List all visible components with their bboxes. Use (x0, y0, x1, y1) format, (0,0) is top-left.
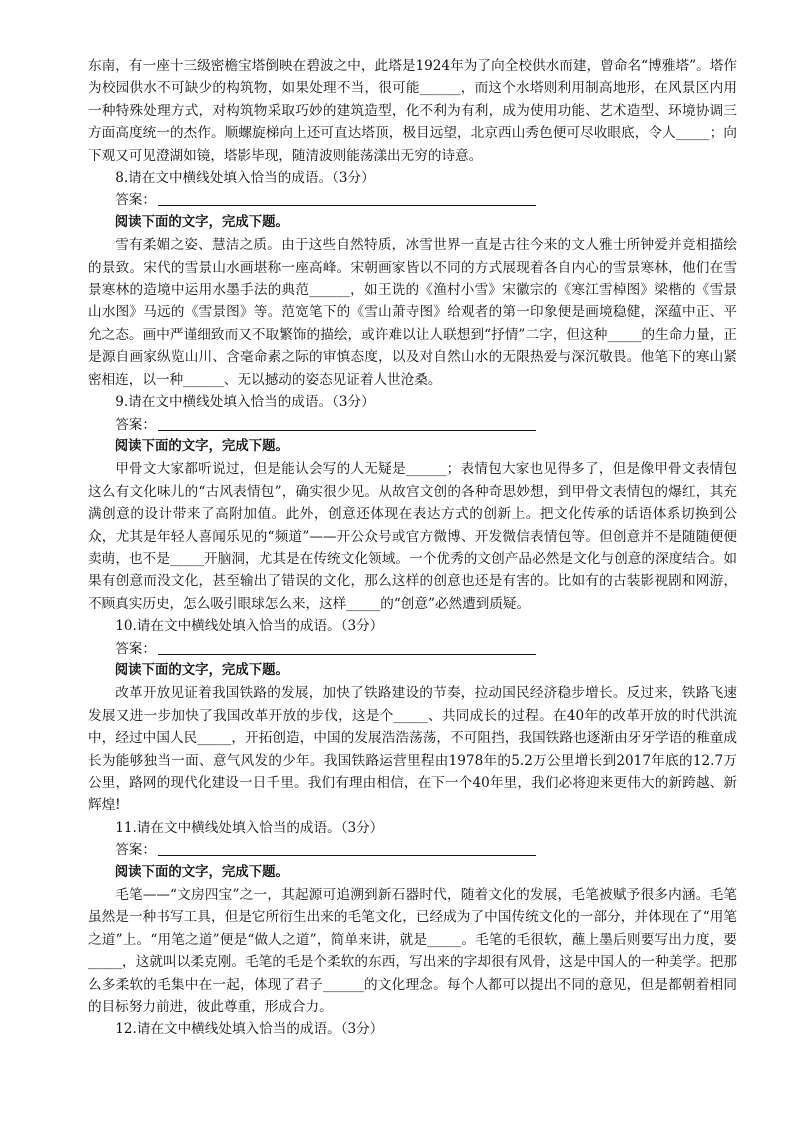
section-heading: 阅读下面的文字，完成下题。 (114, 214, 289, 230)
passage-11: 改革开放见证着我国铁路的发展，加快了铁路建设的节奏，拉动国民经济稳步增长。反过来，铁路飞速发展又进一步加快了我国改革开放的步伐，这是个_____、共同成长的过程。在40年的改革开放的时代洪流中，经过中国人民_____，开拓创造，中国的发展浩浩荡荡，不可阻挡，我国铁路也逐渐由牙牙学语的稚童成长为能够独当一面、意气风发的少年。我国铁路运营里程由1978年的5.2万公里增长到2017年底的12.7万公里，路网的现代化建设一日千里。我们有理由相信，在下一个40年里，我们必将迎来更伟大的新跨越、新辉煌! (88, 685, 737, 814)
answer-label: 答案： (115, 416, 156, 433)
question-11: 11.请在文中横线处填入恰当的成语。（3分） (115, 819, 384, 836)
answer-9 (88, 414, 737, 436)
answer-label: 答案： (115, 842, 156, 859)
answer-label: 答案： (115, 192, 156, 209)
answer-8-line[interactable] (158, 190, 536, 206)
passage-10: 甲骨文大家都听说过，但是能认会写的人无疑是______；表情包大家也见得多了，但是像甲骨文表情包这么有文化味儿的“古风表情包”，确实很少见。从故宫文创的各种奇思妙想，到甲骨文表情包的爆红，其充满创意的设计带来了高附加值。此外，创意还体现在表达方式的创新上。把文化传承的话语体系切换到公众，尤其是年轻人喜闻乐见的“频道”——开公众号或官方微博、开发微信表情包等。但创意并不是随随便便卖萌，也不是_____开脑洞，尤其是在传统文化领域。一个优秀的文创产品必然是文化与创意的深度结合。如果有创意而没文化，甚至输出了错误的文化，那么这样的创意也还是有害的。比如有的古装影视剧和网游，不顾真实历史，怎么吸引眼球怎么来，这样_____的“创意”必然遭到质疑。 (88, 461, 737, 612)
section-heading: 阅读下面的文字，完成下题。 (114, 662, 289, 678)
answer-10-line[interactable] (158, 639, 536, 655)
passage-12: 毛笔——“文房四宝”之一，其起源可追溯到新石器时代，随着文化的发展，毛笔被赋予很多内涵。毛笔虽然是一种书写工具，但是它所衍生出来的毛笔文化，已经成为了中国传统文化的一部分，并体现在了“用笔之道”上。“用笔之道”便是“做人之道”，简单来讲，就是_____。毛笔的毛很软，蘸上墨后则要写出力度，要_____，这就叫以柔克刚。毛笔的毛是个柔软的东西，写出来的字却很有风骨，这是中国人的一种美学。把那么多柔软的毛集中在一起，体现了君子______的文化理念。每个人都可以提出不同的意见，但是都朝着相同的目标努力前进，彼此尊重，形成合力。 (88, 887, 737, 1016)
question-8: 8.请在文中横线处填入恰当的成语。（3分） (115, 170, 375, 187)
answer-11-line[interactable] (158, 840, 536, 856)
passage-8: 东南，有一座十三级密檐宝塔倒映在碧波之中，此塔是1924年为了向全校供水而建，曾命名“博雅塔”。塔作为校园供水不可缺少的构筑物，如果处理不当，很可能______，而这个水塔则利用制高地形，在风景区内用一种特殊处理方式，对构筑物采取巧妙的建筑造型，化不利为有利，成为使用功能、艺术造型、环境协调三方面高度统一的杰作。顺螺旋梯向上还可直达塔顶，极目远望，北京西山秀色便可尽收眼底，令人_____；向下观又可见澄湖如镜，塔影毕现，随清波则能荡漾出无穷的诗意。 (88, 58, 737, 164)
answer-9-line[interactable] (158, 415, 536, 431)
section-heading: 阅读下面的文字，完成下题。 (114, 864, 289, 880)
question-12: 12.请在文中横线处填入恰当的成语。（3分） (115, 1021, 384, 1038)
answer-11 (88, 839, 737, 861)
question-9: 9.请在文中横线处填入恰当的成语。（3分） (115, 394, 375, 411)
passage-9: 雪有柔媚之姿、慧洁之质。由于这些自然特质，冰雪世界一直是古往今来的文人雅士所钟爱并竞相描绘的景致。宋代的雪景山水画堪称一座高峰。宋朝画家皆以不同的方式展现着各自内心的雪景寒林，他们在雪景寒林的造境中运用水墨手法的典范______，如王诜的《渔村小雪》宋徽宗的《寒江雪棹图》梁楷的《雪景山水图》马远的《雪景图》等。范宽笔下的《雪山萧寺图》给观者的第一印象便是画境稳健，深蕴中正、平允之态。画中严谨细致而又不取繁饰的描绘，或许难以让人联想到“抒情”二字，但这种_____的生命力量，正是源自画家纵览山川、含毫命素之际的审慎态度，以及对自然山水的无限热爱与深沉敬畏。他笔下的寒山紧密相连，以一种______、无以撼动的姿态见证着人世沧桑。 (88, 237, 737, 388)
question-10: 10.请在文中横线处填入恰当的成语。（3分） (115, 618, 384, 635)
answer-label: 答案： (115, 640, 156, 657)
section-heading: 阅读下面的文字，完成下题。 (114, 438, 289, 454)
answer-10 (88, 638, 737, 660)
answer-8 (88, 189, 737, 211)
